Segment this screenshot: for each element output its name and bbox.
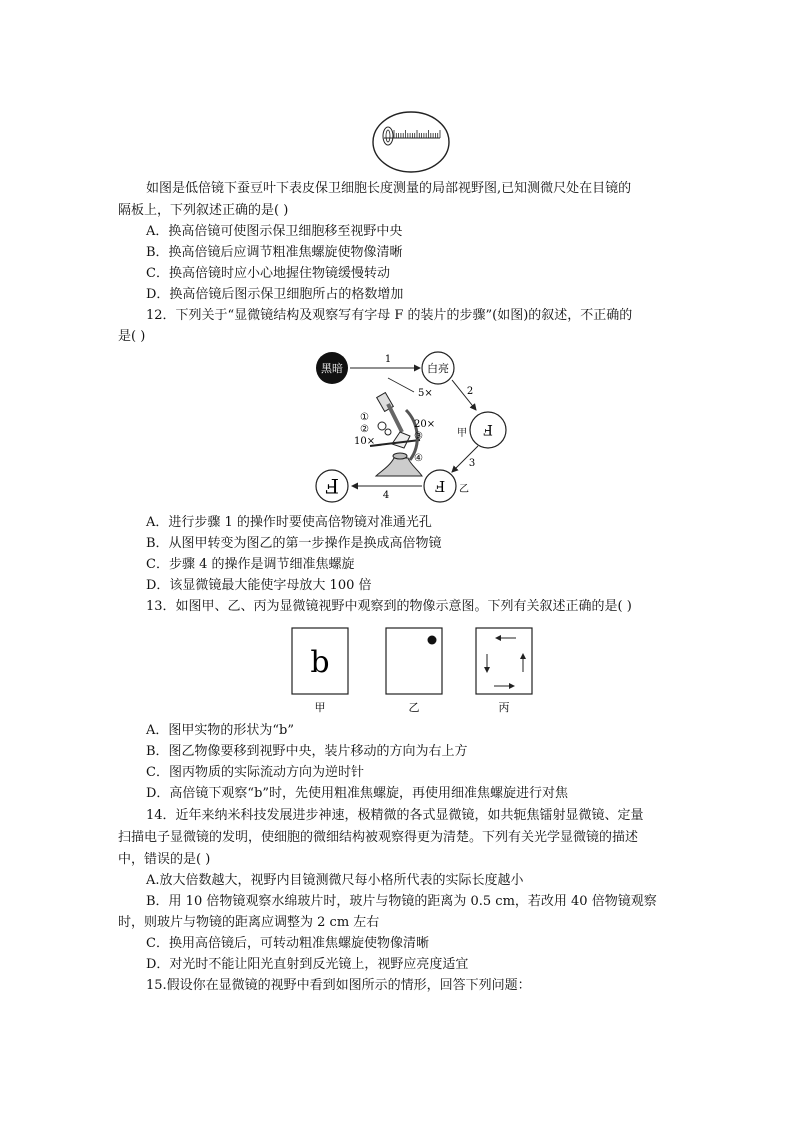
field-views-figure — [288, 624, 538, 718]
q14-option-a: A.放大倍数越大，视野内目镜测微尺每小格所代表的实际长度越小 — [146, 873, 524, 888]
micrometer-field-figure — [370, 110, 452, 174]
q11-option-d: D．换高倍镜后图示保卫细胞所占的格数增加 — [146, 287, 404, 302]
q13-stem: 13．如图甲、乙、丙为显微镜视野中观察到的物像示意图。下列有关叙述正确的是( ) — [146, 599, 632, 614]
step4-label: 4 — [382, 490, 390, 501]
q12-option-c: C．步骤 4 的操作是调节细准焦螺旋 — [146, 557, 355, 572]
view-yi-dot — [428, 636, 437, 645]
view-bing-label: 丙 — [498, 701, 510, 714]
q14-option-d: D．对光时不能让阳光直射到反光镜上，视野应亮度适宜 — [146, 957, 469, 972]
jia-label: 甲 — [457, 428, 467, 439]
yi-letter: F — [434, 477, 446, 495]
q13-option-d: D．高倍镜下观察“b”时，先使用粗准焦螺旋，再使用细准焦螺旋进行对焦 — [146, 786, 569, 801]
final-letter: F — [325, 474, 339, 498]
q11-option-b: B．换高倍镜后应调节粗准焦螺旋使物像清晰 — [146, 245, 403, 260]
yi-label: 乙 — [459, 484, 469, 495]
q14-option-c: C．换用高倍镜后，可转动粗准焦螺旋使物像清晰 — [146, 936, 429, 951]
bright-label: 白亮 — [427, 362, 449, 375]
label-c3: ③ — [414, 431, 423, 442]
q14-option-b-line1: B．用 10 倍物镜观察水绵玻片时，玻片与物镜的距离为 0.5 cm，若改用 40 倍物镜观察 — [146, 894, 657, 909]
q15-stem: 15.假设你在显微镜的视野中看到如图所示的情形，回答下列问题： — [146, 978, 531, 993]
q12-option-b: B．从图甲转变为图乙的第一步操作是换成高倍物镜 — [146, 536, 442, 551]
q14-stem-line1: 14．近年来纳米科技发展进步神速，极精微的各式显微镜，如共轭焦镭射显微镜、定量 — [146, 808, 644, 823]
label-c1: ① — [360, 412, 369, 423]
q14-stem-line3: 中，错误的是( ) — [118, 852, 211, 867]
view-jia-letter: b — [310, 645, 330, 680]
q14-option-b-line2: 时，则玻片与物镜的距离应调整为 2 cm 左右 — [118, 915, 380, 930]
label-c2: ② — [360, 424, 369, 435]
mag-10x: 10× — [354, 436, 376, 447]
q11-stem-line1: 如图是低倍镜下蚕豆叶下表皮保卫细胞长度测量的局部视野图,已知测微尺处在目镜的 — [146, 181, 632, 196]
q11-stem-line2: 隔板上，下列叙述正确的是( ) — [118, 203, 289, 218]
q11-option-c: C．换高倍镜时应小心地握住物镜缓慢转动 — [146, 266, 390, 281]
view-yi-label: 乙 — [408, 701, 420, 714]
q12-option-a: A．进行步骤 1 的操作时要使高倍物镜对准通光孔 — [146, 515, 432, 530]
q12-stem-line2: 是( ) — [118, 329, 146, 344]
q11-option-a: A．换高倍镜可使图示保卫细胞移至视野中央 — [146, 224, 403, 239]
label-c4: ④ — [414, 453, 423, 464]
step1-label: 1 — [384, 354, 392, 365]
mag-5x: 5× — [418, 388, 433, 399]
microscope-steps-figure — [310, 348, 520, 508]
dark-label: 黑暗 — [321, 362, 343, 375]
q14-stem-line2: 扫描电子显微镜的发明，使细胞的微细结构被观察得更为清楚。下列有关光学显微镜的描述 — [118, 830, 639, 845]
q13-option-c: C．图丙物质的实际流动方向为逆时针 — [146, 765, 364, 780]
jia-letter: F — [483, 421, 493, 437]
q12-option-d: D．该显微镜最大能使字母放大 100 倍 — [146, 578, 372, 593]
view-jia-label: 甲 — [314, 701, 326, 714]
mag-20x: 20× — [414, 419, 436, 430]
q13-option-b: B．图乙物像要移到视野中央，装片移动的方向为右上方 — [146, 744, 468, 759]
step2-label: 2 — [466, 386, 474, 397]
step3-label: 3 — [468, 458, 476, 469]
q12-stem-line1: 12．下列关于“显微镜结构及观察写有字母 F 的装片的步骤”(如图)的叙述，不正确的 — [146, 308, 633, 323]
q13-option-a: A．图甲实物的形状为“b” — [146, 723, 295, 738]
